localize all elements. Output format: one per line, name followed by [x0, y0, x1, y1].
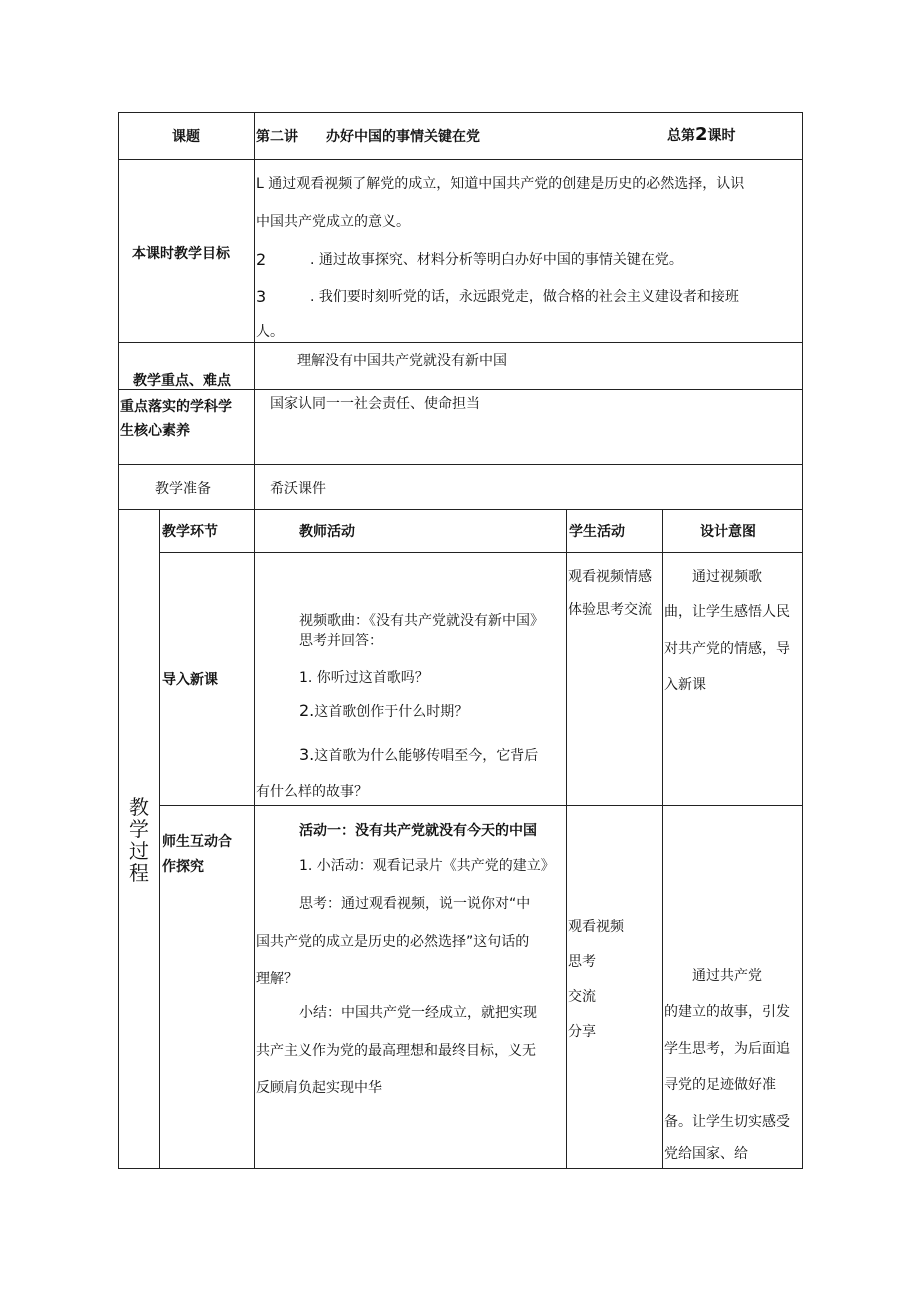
preparation-label: 教学准备 [155, 481, 211, 497]
objective-3-cont: 人。 [256, 324, 284, 340]
rule-right [802, 112, 803, 1169]
activity-1-summary-line1: 小结：中国共产党一经成立，就把实现 [299, 1005, 537, 1021]
exploration-design-line4: 寻党的足迹做好准 [664, 1077, 776, 1093]
intro-design-line3: 对共产党的情感，导 [664, 641, 790, 657]
rule-after-preparation [118, 509, 802, 510]
total-number: 2 [695, 124, 708, 145]
intro-question-3-text: 这首歌为什么能够传唱至今，它背后 [314, 748, 539, 764]
col-header-student: 学生活动 [569, 524, 625, 540]
rule-process-label-col [159, 509, 160, 1169]
exploration-design-line3: 学生思考，为后面追 [664, 1041, 790, 1057]
preparation-value: 希沃课件 [270, 481, 326, 497]
intro-question-2-number: 2. [299, 701, 315, 720]
total-lessons [667, 126, 736, 145]
rule-stage-col [254, 509, 255, 1169]
rule-after-literacy [118, 464, 802, 465]
activity-1-summary-line2: 共产主义作为党的最高理想和最终目标，义无 [256, 1043, 536, 1059]
intro-design-line2: 曲，让学生感悟人民 [664, 604, 790, 620]
intro-question-2-text: 这首歌创作于什么时期？ [314, 704, 469, 720]
col-header-design: 设计意图 [700, 524, 756, 540]
rule-student-col [662, 509, 663, 1169]
rule-label-col [254, 112, 255, 509]
topic-label: 课题 [172, 129, 200, 145]
activity-1-think-line1: 思考：通过观看视频，说一说你对“中 [299, 896, 531, 912]
intro-question-3 [299, 746, 538, 765]
rule-top [118, 112, 802, 113]
literacy-label-line1: 重点落实的学科学 [120, 399, 232, 415]
keypoints-label: 教学重点、难点 [133, 373, 231, 389]
intro-design-line4: 入新课 [664, 677, 706, 693]
intro-student-line1: 观看视频情感 [568, 569, 652, 585]
rule-after-topic [118, 159, 802, 160]
exploration-student-line1: 观看视频 [568, 919, 624, 935]
objective-1: L 通过观看视频了解党的成立，知道中国共产党的创建是历史的必然选择，认识 [256, 176, 745, 192]
objective-1-cont: 中国共产党成立的意义。 [256, 214, 410, 230]
activity-1-title: 活动一：没有共产党就没有今天的中国 [299, 823, 537, 839]
activity-1-summary-line3: 反顾肩负起实现中华 [256, 1080, 382, 1096]
objective-3-number: 3 [256, 287, 267, 306]
rule-bottom [118, 1168, 802, 1169]
rule-teacher-col [566, 509, 567, 1169]
exploration-student-line4: 分享 [568, 1024, 596, 1040]
literacy-value: 国家认同一一社会责任、使命担当 [270, 396, 480, 412]
objective-3: . 我们要时刻听党的话，永远跟党走，做合格的社会主义建设者和接班 [310, 289, 739, 305]
exploration-design-line2: 的建立的故事，引发 [664, 1004, 790, 1020]
total-suffix: 课时 [707, 128, 736, 144]
intro-question-2 [299, 702, 468, 721]
rule-after-objectives [118, 342, 802, 343]
process-label: 教学过程 [129, 795, 149, 885]
intro-student-line2: 体验思考交流 [568, 602, 652, 618]
exploration-student-line2: 思考 [568, 954, 596, 970]
activity-1-think-line2: 国共产党的成立是历史的必然选择”这句话的 [256, 934, 530, 950]
activity-1-think-line3: 理解？ [256, 971, 298, 987]
exploration-design-line5: 备。让学生切实感受 [664, 1114, 790, 1130]
keypoints-value: 理解没有中国共产党就没有新中国 [297, 353, 507, 369]
exploration-design-line6: 党给国家、给 [664, 1146, 748, 1162]
rule-left [118, 112, 119, 1169]
col-header-stage: 教学环节 [162, 524, 218, 540]
intro-design-line1: 通过视频歌 [664, 569, 762, 585]
objectives-label: 本课时教学目标 [132, 246, 230, 262]
intro-teacher-line2: 思考并回答： [299, 633, 383, 649]
objective-2: . 通过故事探究、材料分析等明白办好中国的事情关键在党。 [310, 252, 683, 268]
exploration-design-line1: 通过共产党 [664, 968, 762, 984]
activity-1-item: 1. 小活动：观看记录片《共产党的建立》 [299, 858, 555, 874]
topic-title: 第二讲 办好中国的事情关键在党 [256, 129, 480, 145]
literacy-label-line2: 生核心素养 [120, 423, 190, 439]
col-header-teacher: 教师活动 [299, 524, 355, 540]
total-prefix: 总第 [667, 128, 695, 144]
stage-intro: 导入新课 [162, 672, 218, 688]
rule-after-process-header [159, 552, 802, 553]
stage-exploration-line2: 作探究 [162, 859, 204, 875]
intro-question-3-number: 3. [299, 745, 315, 764]
stage-exploration-line1: 师生互动合 [162, 834, 232, 850]
intro-question-3-cont: 有什么样的故事？ [256, 784, 368, 800]
objective-2-number: 2 [256, 250, 267, 269]
rule-after-intro-row [159, 805, 802, 806]
intro-question-1: 1. 你听过这首歌吗？ [299, 670, 429, 686]
intro-teacher-line1: 视频歌曲：《没有共产党就没有新中国》 [299, 613, 544, 629]
exploration-student-line3: 交流 [568, 989, 596, 1005]
